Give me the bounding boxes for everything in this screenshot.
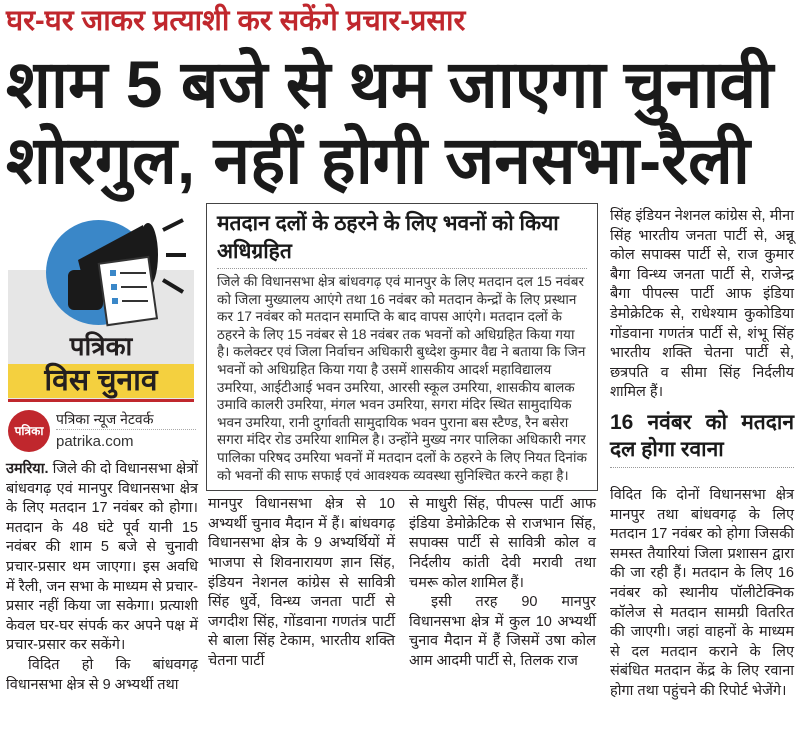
article-col2-text: मानपुर विधानसभा क्षेत्र से 10 अभ्यर्थी चुनाव मैदान में हैं। बांधवगढ़ विधानसभा क्षेत्र के 9 अभ्यर्थियों में भाजपा से शिवनारायण ज्ञान सिंह, इंडियन नेशनल कांग्रेस से सावित्री सिंह धुर्वे, विन्ध्य जनता पार्टी से जगदीश सिंह, गोंडवाना गणतंत्र पार्टी से बाला सिंह टेकाम, भारतीय शक्ति चेतना पार्टी — [208, 496, 395, 669]
subheading: 16 नवंबर को मतदान दल होगा रवाना — [610, 409, 794, 468]
section-name: विस चुनाव — [8, 364, 194, 398]
article-column-1 — [6, 460, 198, 695]
headline-line-1: शाम 5 बजे से थम जाएगा चुनावी — [6, 47, 774, 121]
news-network: पत्रिका न्यूज नेटवर्क — [56, 410, 196, 430]
election-section-logo — [8, 200, 194, 405]
main-headline — [6, 46, 796, 198]
megaphone-icon — [38, 200, 188, 328]
byline — [8, 410, 198, 454]
article-col3-text-b: इसी तरह 90 मानपुर विधानसभा क्षेत्र में कुल 10 अभ्यर्थी चुनाव मैदान में हैं जिसमें उषा कोल आम आदमी पार्टी से, तिलक राज — [409, 594, 596, 669]
middle-columns — [206, 495, 598, 671]
article-para-1: जिले की दो विधानसभा क्षेत्रों बांधवगढ़ एवं मानपुर विधानसभा क्षेत्र के लिए मतदान 17 नवंबर को होगा। मतदान के 48 घंटे पूर्व यानी 15 नवंबर की शाम 5 बजे से चुनावी प्रचार-प्रसार थम जाएगा। इस अवधि में रैली, जन सभा के माध्यम से प्रचार-प्रसार नहीं किया जा सकेगा। प्रत्याशी केवल घर-घर संपर्क कर अपने पक्ष में प्रचार-प्रसार कर सकेंगे। — [6, 461, 198, 654]
patrika-badge: पत्रिका — [8, 410, 50, 452]
article-col4-text-b: विदित कि दोनों विधानसभा क्षेत्र मानपुर तथा बांधवगढ़ के लिए मतदान 17 नवंबर को होगा जिसकी समस्त तैयारियां जिला प्रशासन द्वारा की जा रही हैं। मतदान के लिए 16 नवंबर को स्थानीय पॉलीटेक्निक कॉलेज से मतदान सामग्री वितरित की जाएगी। जहां वाहनों के माध्यम से दल मतदान कराने के लिए संबंधित मतदान केंद्र के लिए रवाना होगा तथा पहुंचने की रिपोर्ट भेजेंगे। — [610, 486, 794, 699]
brand-name: पत्रिका — [69, 331, 133, 361]
article-column-3 — [407, 495, 598, 671]
article-para-2: विदित हो कि बांधवगढ़ विधानसभा क्षेत्र से 9 अभ्यर्थी तथा — [6, 656, 198, 693]
dateline: उमरिया. — [6, 461, 49, 477]
middle-area — [206, 203, 598, 671]
article-col3-text-a: से माधुरी सिंह, पीपल्स पार्टी आफ इंडिया डेमोक्रेटिक से राजभान सिंह, सपाक्स पार्टी से सावित्री कोल व निर्दलीय कांती देवी मरावी तथा चमरू कोल शामिल हैं। — [409, 496, 596, 591]
article-column-4 — [610, 207, 794, 701]
sidebar-box — [206, 203, 598, 491]
box-text: जिले की विधानसभा क्षेत्र बांधवगढ़ एवं मानपुर के लिए मतदान दल 15 नवंबर को जिला मुख्यालय आएंगे तथा 16 नवंबर को मतदान केन्द्रों के लिए प्रस्थान कर 17 नवंबर को मतदान समाप्ति के बाद वापस आएंगे। मतदान दलों के ठहरने के लिए 15 नवंबर से 18 नवंबर तक भवनों को अधिग्रहित किया गया है। कलेक्टर एवं जिला निर्वाचन अधिकारी बुध्देश कुमार वैद्य ने बताया कि जिन भवनों को अधिग्रहित किया गया है उसमें शासकीय आदर्श महाविद्यालय उमरिया, आईटीआई भवन उमरिया, आरसी स्कूल उमरिया, शासकीय बालक उमावि कालरी उमरिया, मंगल भवन उमरिया, सगरा मंदिर स्थित सामुदायिक भवन उमरिया, रानी दुर्गावती सामुदायिक भवन पुराना बस स्टैण्ड, रैन बसेरा सगरा मंदिर रोड उमरिया शामिल है। उन्होंने मुख्य नगर पालिका अधिकारी नगर पालिका परिषद उमरिया भवनों में मतदान दलों के ठहरने के लिए नियत दिनांक को भवनों की साफ सफाई एवं आवश्यक व्यवस्था सुनिश्चित करने कहा है। — [217, 274, 587, 483]
kicker-headline: घर-घर जाकर प्रत्याशी कर सकेंगे प्रचार-प्रसार — [6, 5, 466, 37]
box-title: मतदान दलों के ठहरने के लिए भवनों को किया अधिग्रहित — [217, 210, 587, 269]
website-link[interactable]: patrika.com — [56, 433, 134, 450]
article-col4-text-a: सिंह इंडियन नेशनल कांग्रेस से, मीना सिंह भारतीय जनता पार्टी से, अन्नू कोल सपाक्स पार्टी से, राज कुमार बैगा विन्ध्य जनता पार्टी से, राजेन्द्र बैगा पीपल्स पार्टी आफ इंडिया डेमोक्रेटिक से, राधेश्याम कुकोडिया गोंडवाना गणतंत्र पार्टी से, शंभू सिंह भारतीय शक्ति चेतना पार्टी से, छत्रपति व सीमा सिंह निर्दलीय शामिल हैं। — [610, 208, 794, 401]
article-column-2 — [206, 495, 397, 671]
headline-line-2: शोरगुल, नहीं होगी जनसभा-रैली — [6, 123, 750, 197]
